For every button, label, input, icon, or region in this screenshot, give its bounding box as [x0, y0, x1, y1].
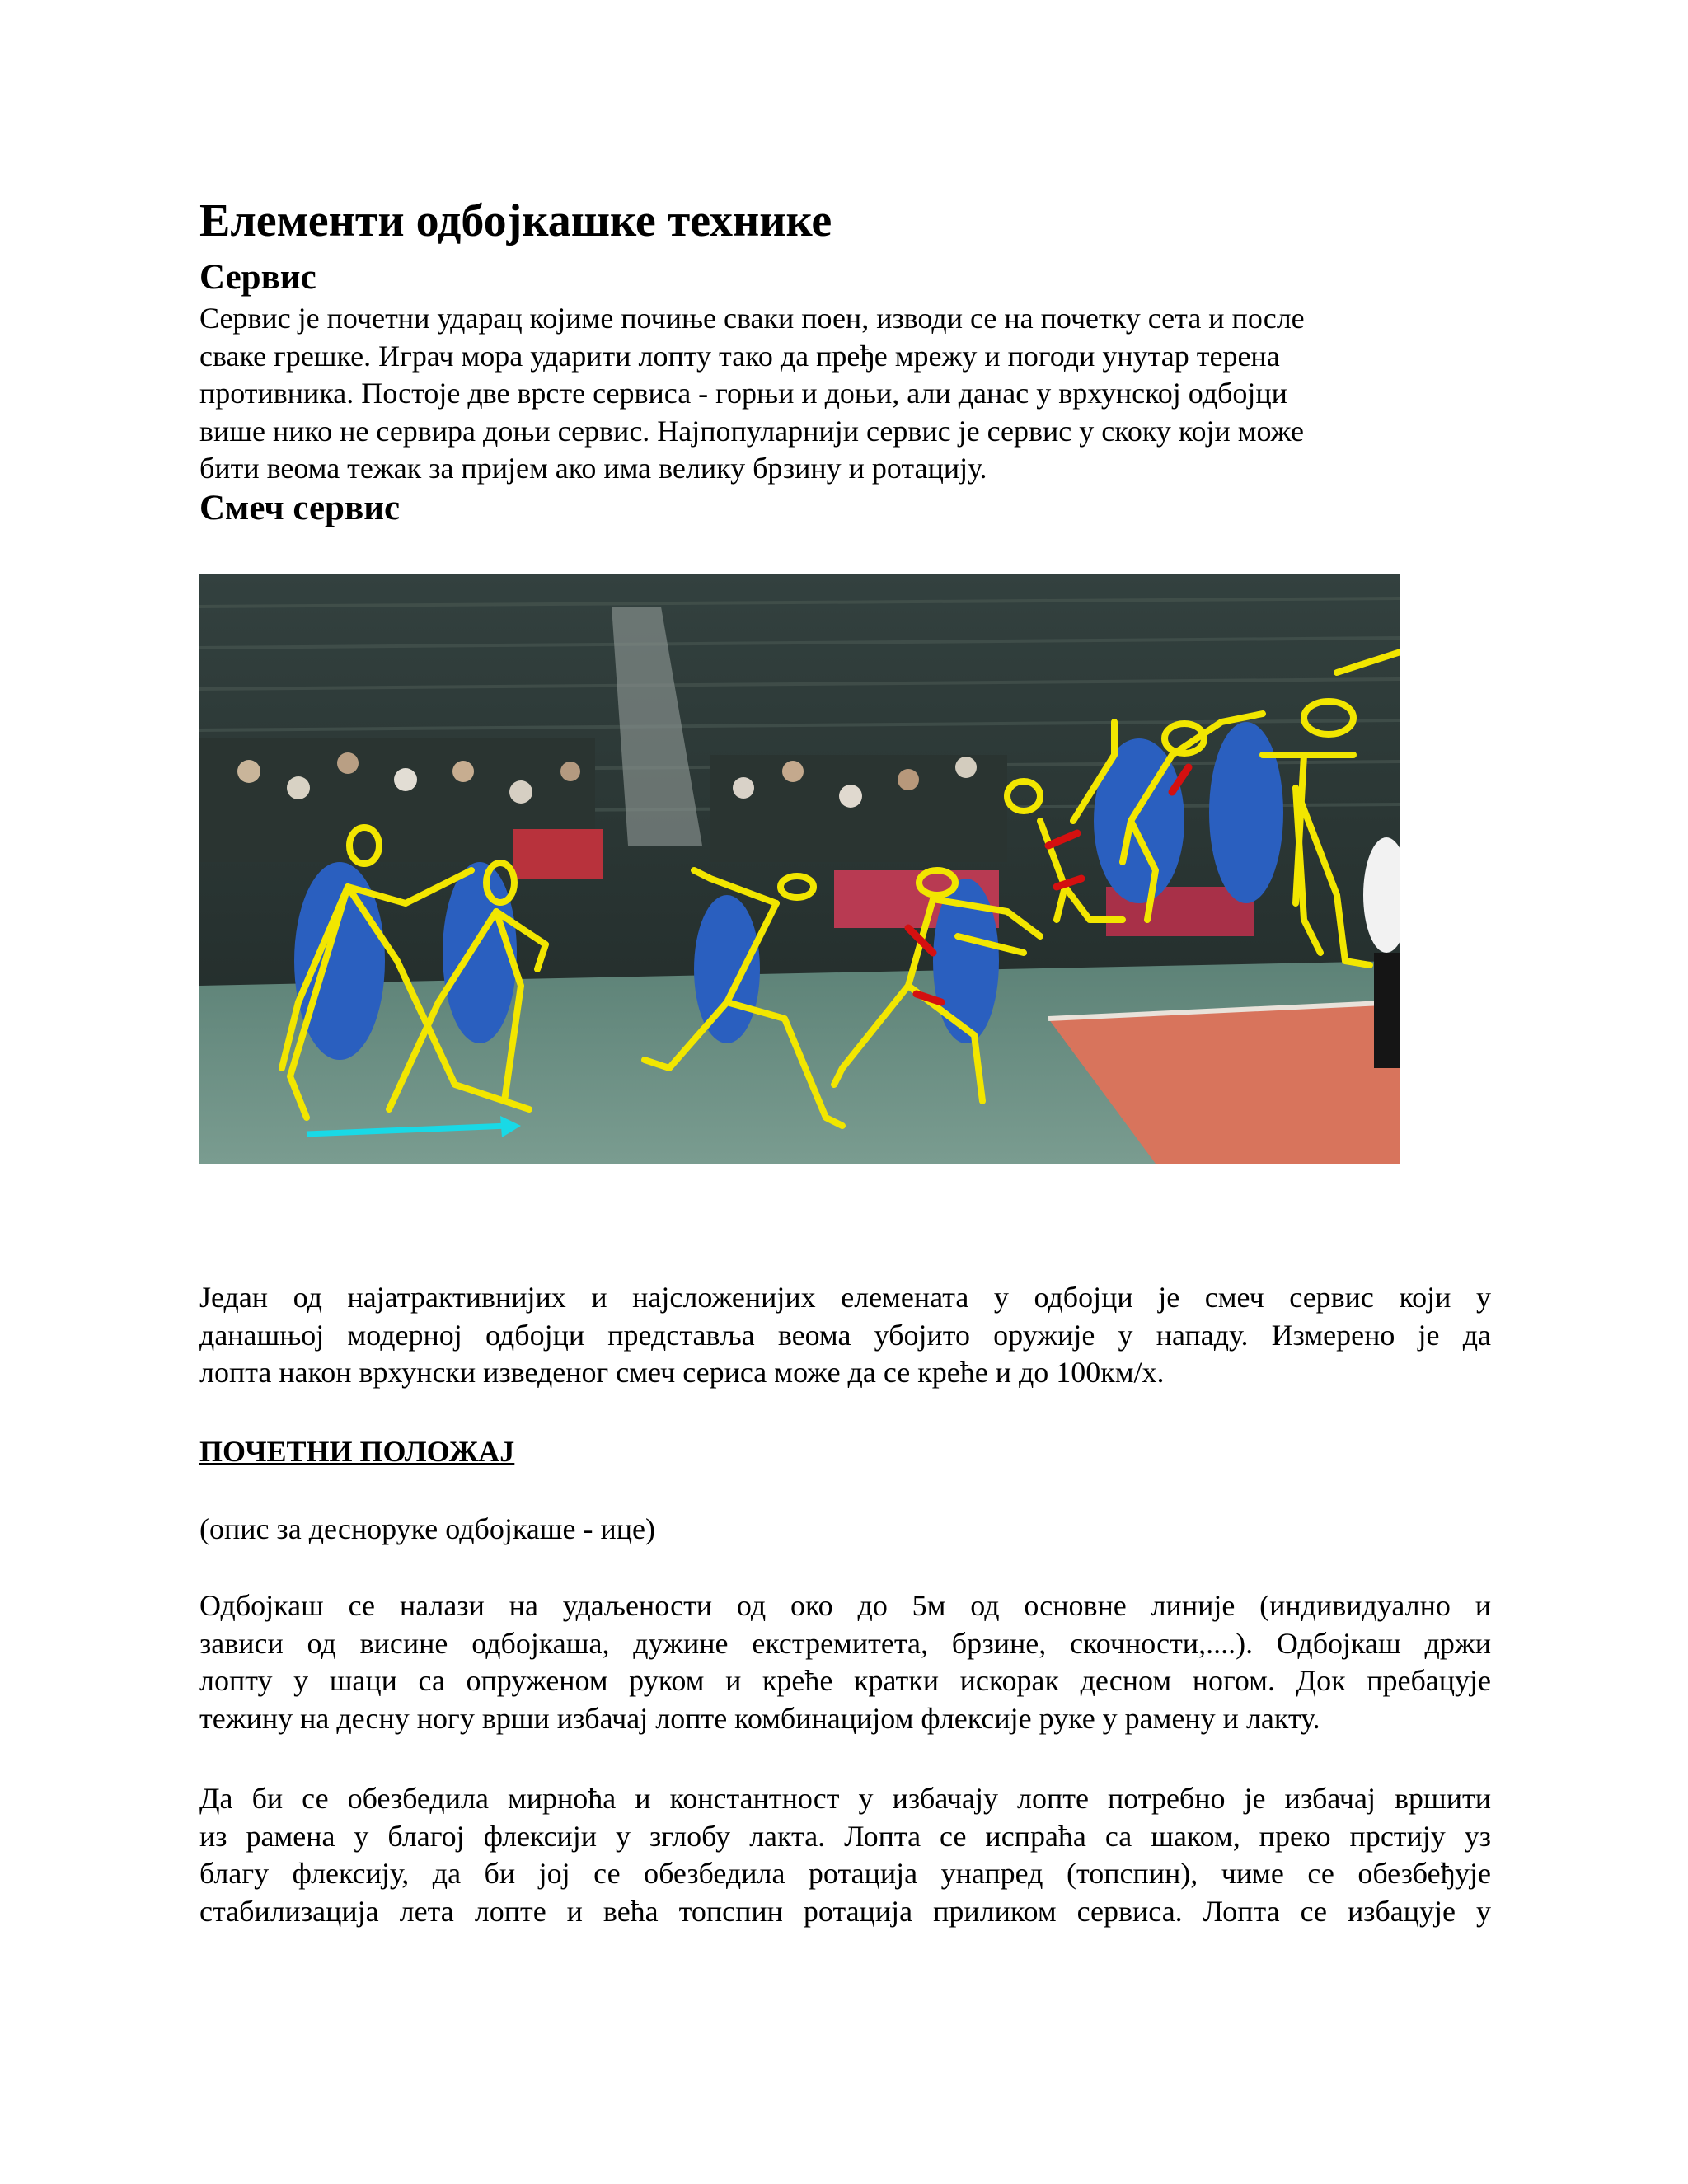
servis-intro-paragraph	[199, 300, 1535, 488]
paragraph-line: стабилизација лета лопте и већа топспин ротација приликом сервиса. Лопта се избацује у	[199, 1894, 1491, 1928]
paragraph-line: лопта након врхунски изведеног смеч сериса може да се креће и до 100км/х.	[199, 1356, 1165, 1389]
intro-line: сваке грешке. Играч мора ударити лопту тако да пређе мрежу и погоди унутар терена	[199, 339, 1280, 373]
document-title: Елементи одбојкашке технике	[199, 195, 832, 246]
paragraph-line: данашњој модерној одбојци представља веома убојито оружије у нападу. Измерено је да	[199, 1318, 1491, 1352]
paragraph-line: из рамена у благој флексији у зглобу лакта. Лопта се испраћа са шаком, преко прстију уз	[199, 1819, 1491, 1853]
paragraph-line: благу флексију, да би јој се обезбедила ротација унапред (топспин), чиме се обезбеђује	[199, 1857, 1491, 1890]
section-heading-pocetni-polozaj: ПОЧЕТНИ ПОЛОЖАЈ	[199, 1435, 515, 1468]
paragraph-line: лопту у шаци са опруженом руком и креће кратки искорак десном ногом. Док пребацује	[199, 1664, 1491, 1697]
intro-line: више нико не сервира доњи сервис. Најпопуларнији сервис је сервис у скоку који може	[199, 414, 1305, 448]
paragraph-line: тежину на десну ногу врши избачај лопте комбинацијом флексије руке у рамену и лакту.	[199, 1701, 1320, 1735]
jump-serve-sequence-figure	[199, 574, 1400, 1164]
smec-servis-heading: Смеч сервис	[199, 489, 401, 527]
jump-serve-photo-illustration	[199, 574, 1400, 1164]
servis-heading: Сервис	[199, 258, 316, 297]
ball-toss-paragraph	[199, 1780, 1491, 1930]
intro-line: бити веома тежак за пријем ако има велику брзину и ротацију.	[199, 452, 987, 485]
description-note: (опис за десноруке одбојкаше - ице)	[199, 1512, 655, 1545]
paragraph-line: Један од најатрактивнијих и најсложенијих елемената у одбојци је смеч сервис који у	[199, 1281, 1491, 1314]
paragraph-line: зависи од висине одбојкаша, дужине екстремитета, брзине, скочности,....). Одбојкаш држи	[199, 1626, 1491, 1660]
smec-servis-paragraph	[199, 1279, 1491, 1392]
intro-line: противника. Постоје две врсте сервиса - горњи и доњи, али данас у врхунској одбојци	[199, 377, 1287, 410]
starting-position-paragraph	[199, 1587, 1491, 1737]
paragraph-line: Да би се обезбедила мирноћа и константност у избачају лопте потребно је избачај вршити	[199, 1782, 1491, 1815]
paragraph-line: Одбојкаш се налази на удаљености од око до 5м од основне линије (индивидуално и	[199, 1589, 1491, 1622]
intro-line: Сервис је почетни ударац којиме почиње сваки поен, изводи се на почетку сета и после	[199, 302, 1305, 335]
